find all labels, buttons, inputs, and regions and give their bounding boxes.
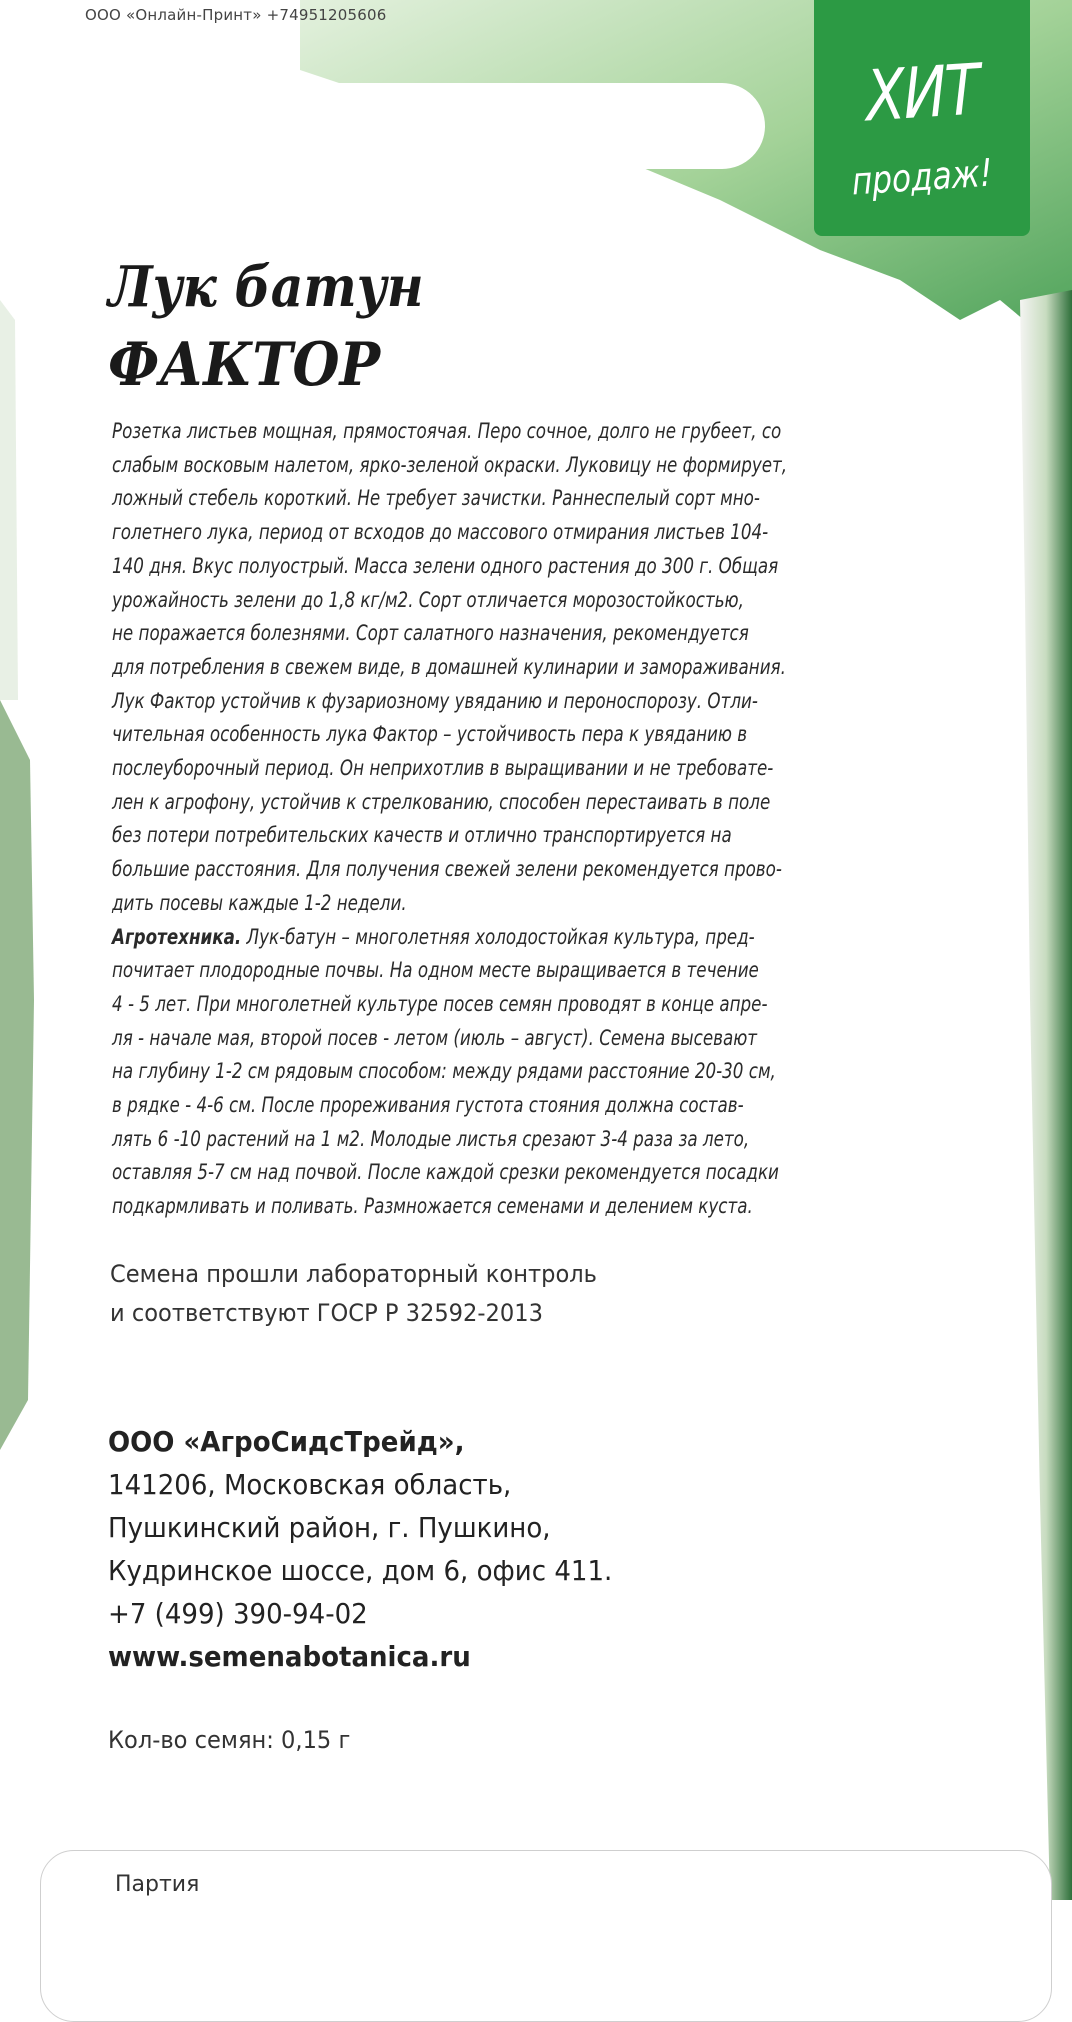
description-line: послеуборочный период. Он неприхотлив в выращивании и не требовате- [112,756,774,781]
agro-heading: Агротехника. [112,924,242,949]
company-address-1: 141206, Московская область, [108,1468,512,1501]
agro-line: лять 6 -10 растений на 1 м2. Молодые листья срезают 3-4 раза за лето, [112,1126,750,1151]
description-line: не поражается болезнями. Сорт салатного назначения, рекомендуется [112,621,749,646]
agro-line: подкармливать и поливать. Размножается семенами и делением куста. [112,1194,753,1219]
description-line: ложный стебель короткий. Не требует зачистки. Раннеспелый сорт мно- [112,486,760,511]
company-name: ООО «АгроСидсТрейд», [108,1425,465,1458]
description-block [112,415,952,1224]
agro-line: оставляя 5-7 см над почвой. После каждой срезки рекомендуется посадки [112,1160,779,1185]
description-line: без потери потребительских качеств и отлично транспортируется на [112,823,732,848]
printer-info: ООО «Онлайн-Принт» +74951205606 [85,6,387,24]
bestseller-badge [814,0,1030,236]
agro-first-line-rest: Лук-батун – многолетняя холодостойкая культура, пред- [241,924,755,949]
title-line-1: Лук батун [108,254,424,320]
product-title [108,248,459,404]
description-line: лен к агрофону, устойчив к стрелкованию, способен перестаивать в поле [112,789,771,814]
title-line-2: ФАКТОР [108,330,381,400]
seed-amount: Кол-во семян: 0,15 г [108,1726,351,1754]
description-line: чительная особенность лука Фактор – устойчивость пера к увяданию в [112,722,748,747]
company-website: www.semenabotanica.ru [108,1640,471,1673]
description-line: слабым восковым налетом, ярко-зеленой окраски. Луковицу не формирует, [112,452,788,477]
description-line: урожайность зелени до 1,8 кг/м2. Сорт отличается морозостойкостью, [112,587,744,612]
description-line: большие расстояния. Для получения свежей зелени рекомендуется прово- [112,857,782,882]
company-address-3: Кудринское шоссе, дом 6, офис 411. [108,1554,613,1587]
badge-line-2: продаж! [850,150,994,204]
certification-line-2: и соответствуют ГОСР Р 32592-2013 [110,1299,543,1327]
company-block [108,1420,650,1678]
hanger-hole [295,83,765,169]
batch-label: Партия [115,1872,200,1897]
certification-note [110,1255,628,1333]
badge-line-1: ХИТ [864,48,980,138]
description-line: Лук Фактор устойчив к фузариозному увяданию и пероноспорозу. Отли- [112,688,758,713]
description-line: для потребления в свежем виде, в домашней кулинарии и замораживания. [112,654,786,679]
company-address-2: Пушкинский район, г. Пушкино, [108,1511,551,1544]
description-line: голетнего лука, период от всходов до массового отмирания листьев 104- [112,520,769,545]
agro-line: почитает плодородные почвы. На одном месте выращивается в течение [112,958,759,983]
agro-line: ля - начале мая, второй посев - летом (июль – август). Семена высевают [112,1025,758,1050]
description-line: 140 дня. Вкус полуострый. Масса зелени одного растения до 300 г. Общая [112,553,779,578]
agro-line: на глубину 1-2 см рядовым способом: между рядами расстояние 20-30 см, [112,1059,776,1084]
description-line: дить посевы каждые 1-2 недели. [112,890,407,915]
certification-line-1: Семена прошли лабораторный контроль [110,1260,597,1288]
company-phone: +7 (499) 390-94-02 [108,1597,368,1630]
agro-line: в рядке - 4-6 см. После прореживания густота стояния должна состав- [112,1093,744,1118]
agro-first-line [112,921,855,955]
agro-line: 4 - 5 лет. При многолетней культуре посев семян проводят в конце апре- [112,991,768,1016]
description-line: Розетка листьев мощная, прямостоячая. Перо сочное, долго не грубеет, со [112,419,782,443]
